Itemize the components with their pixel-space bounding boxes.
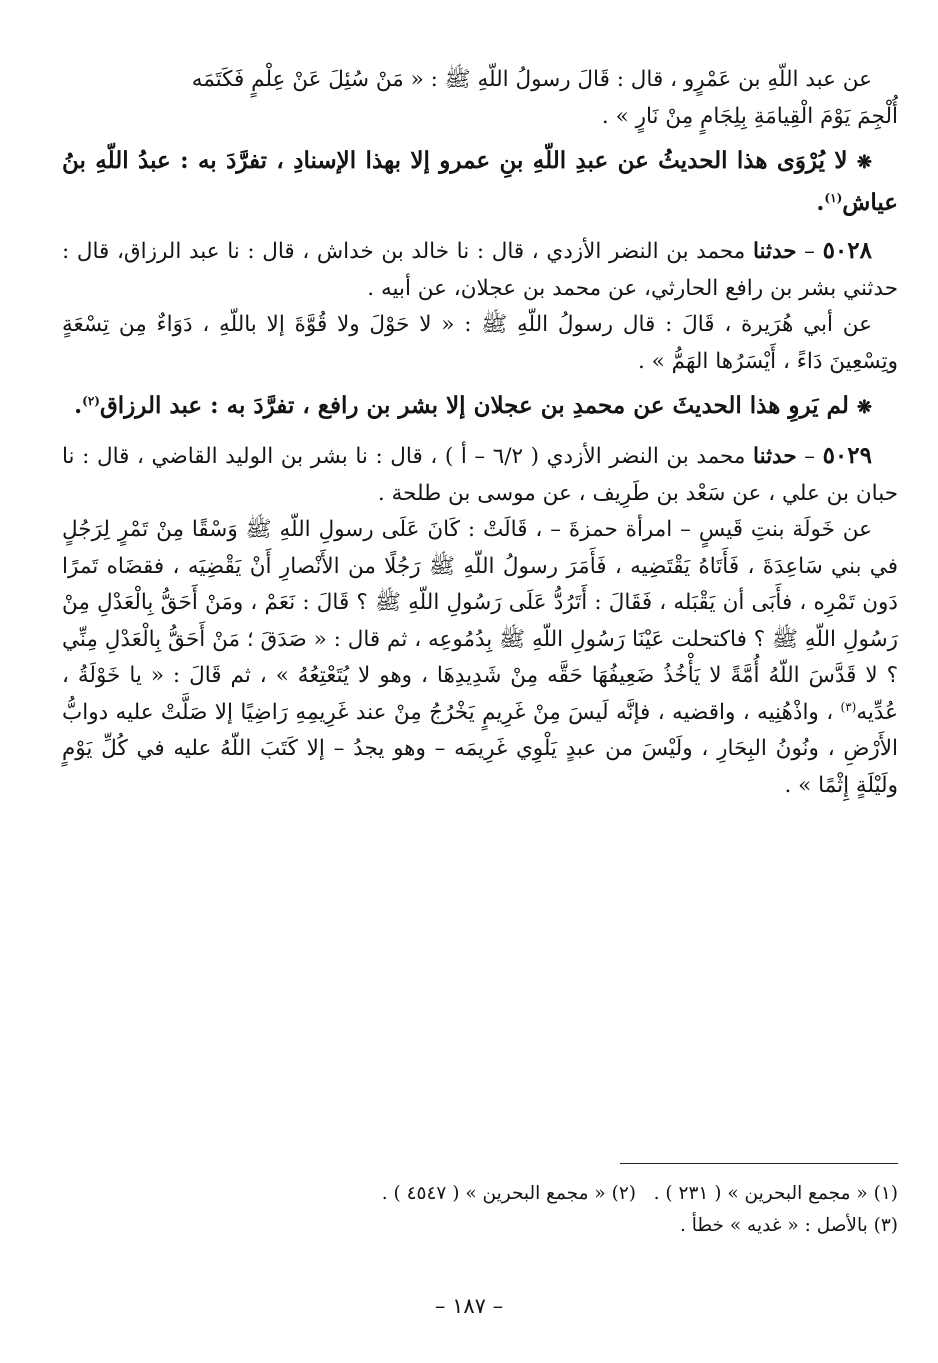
note-text: لم يَروِ هذا الحديثَ عن محمدِ بن عجلان إلا بشر بن رافع ، تفرَّدَ به : عبد الرزاق: [99, 392, 849, 419]
matn-text: عن أبي هُرَيرة ، قَالَ : قال رسولُ اللّهِ ﷺ : « لا حَوْلَ ولا قُوَّةَ إلا باللّهِ ، دَوَاءٌ مِن تِسْعَةٍ وتِسْعِينَ دَاءً ، أَيْسَرُها الهَمُّ » .: [62, 312, 898, 374]
matn-line-1: عن عبد اللّهِ بن عَمْرٍو ، قال : قَالَ رسولُ اللّهِ ﷺ : « مَنْ سُئِلَ عَنْ عِلْمٍ فَكَتَمَه: [191, 67, 872, 92]
note-5028: [62, 386, 898, 428]
hadith-number-5029: ٥٠٢٩: [822, 442, 872, 469]
footnote-1: (١) « مجمع البحرين » ( ٢٣١ ) .: [653, 1183, 898, 1204]
footnote-row: [62, 1178, 898, 1210]
matn-line-2: أُلْجِمَ يَوْمَ الْقِيامَةِ بِلِجَامٍ مِنْ نَارٍ » .: [601, 103, 898, 129]
footnotes: [62, 1178, 898, 1242]
matn-text-b: ، واذْهُنِيه ، واقضيه ، فإنَّه لَيسَ مِنْ غَرِيمٍ يَخْرُجُ مِنْ عند غَرِيمِهِ رَاضِيًا إلا صَلَّتْ عليه دوابُّ الأَرْضِ ، ونُونُ البِحَارِ ، ولَيْسَ من عبدٍ يَلْوِي غَرِيمَه – وهو يجدُ – إلا كَتَبَ اللّهُ عليه في كُلِّ يَوْمٍ ولَيْلَةٍ إِثْمًا » .: [62, 699, 898, 798]
isnad-text: محمد بن النضر الأزدي ، قال : نا خالد بن خداش ، قال : نا عبد الرزاق، قال : حدثني بشر بن رافع الحارثي، عن محمد بن عجلان، عن أبيه .: [62, 239, 898, 301]
hadith-5029-isnad: [62, 438, 898, 512]
dash: –: [796, 239, 823, 264]
isnad-text: محمد بن النضر الأزدي ( ٦/٢ – أ ) ، قال : نا بشر بن الوليد القاضي ، قال : نا حبان بن علي ، عن سَعْد بن طَرِيف ، عن موسى بن طلحة .: [62, 444, 898, 506]
note-text: لا يُرْوَى هذا الحديثُ عن عبدِ اللّهِ بنِ عمرو إلا بهذا الإسنادِ ، تفرَّدَ به : عبدُ اللّهِ بنُ عياش: [62, 147, 898, 216]
page-body: [62, 62, 898, 804]
note-5027: [62, 141, 898, 223]
footnote-2: (٢) « مجمع البحرين » ( ٤٥٤٧ ) .: [381, 1183, 636, 1204]
hadith-5028-isnad: [62, 233, 898, 307]
hadith-5027-matn: [62, 62, 898, 135]
footnote-ref-3: (٣): [840, 699, 857, 714]
footnote-ref-2: (٢): [82, 394, 100, 408]
asterisk-icon: ❋: [856, 397, 872, 418]
footnote-divider: [620, 1163, 898, 1164]
asterisk-icon: ❋: [856, 152, 872, 173]
note-end: .: [816, 189, 825, 216]
hadith-5028-matn: [62, 307, 898, 380]
haddathana-label: حدثنا: [752, 239, 797, 264]
footnote-3: (٣) بالأصل : « غديه » خطأ .: [679, 1215, 898, 1236]
haddathana-label: حدثنا: [753, 444, 797, 469]
footnote-ref-1: (١): [824, 191, 843, 205]
dash: –: [796, 444, 823, 469]
matn-text-a: عن خَولَة بنتِ قَيسٍ – امرأة حمزةَ – ، قَالَتْ : كَانَ عَلَى رسولِ اللّهِ ﷺ وَسْقًا مِنْ تَمْرٍ لِرَجُلٍ في بني سَاعِدَةَ ، فَأَتَاهُ يَقْتَضِيه ، فَأَمَرَ رسولُ اللّهِ ﷺ رَجُلًا من الأَنْصارِ أَنْ يَقْضِيَه ، فقضَاه تَمرًا دَون تَمْرِه ، فأَبَى أن يَقْبَله ، فَقَالَ : أَتَرُدُّ عَلَى رَسُولِ اللّهِ ﷺ ؟ قَالَ : نَعَمْ ، ومَنْ أَحَقُّ بِالْعَدْلِ مِنْ رَسُولِ اللّهِ ﷺ ؟ فاكتحلت عَيْنَا رَسُولِ اللّهِ ﷺ بِدُمُوعِه ، ثم قال : « صَدَقَ ؛ مَنْ أَحَقُّ بِالْعَدْلِ مِنِّي ؟ لا قَدَّسَ اللّهُ أُمَّةً لا يَأْخُذُ ضَعِيفُهَا حَقَّه مِنْ شَدِيدِهَا ، وهو لا يُتَعْتِعُهُ » ، ثم قَالَ : « يا خَوْلَةُ ، عُدِّيه: [62, 517, 898, 725]
note-end: .: [74, 392, 83, 419]
hadith-5029-matn: [62, 512, 898, 804]
page-number: – ١٨٧ –: [434, 1294, 504, 1318]
hadith-number-5028: ٥٠٢٨: [822, 237, 872, 264]
